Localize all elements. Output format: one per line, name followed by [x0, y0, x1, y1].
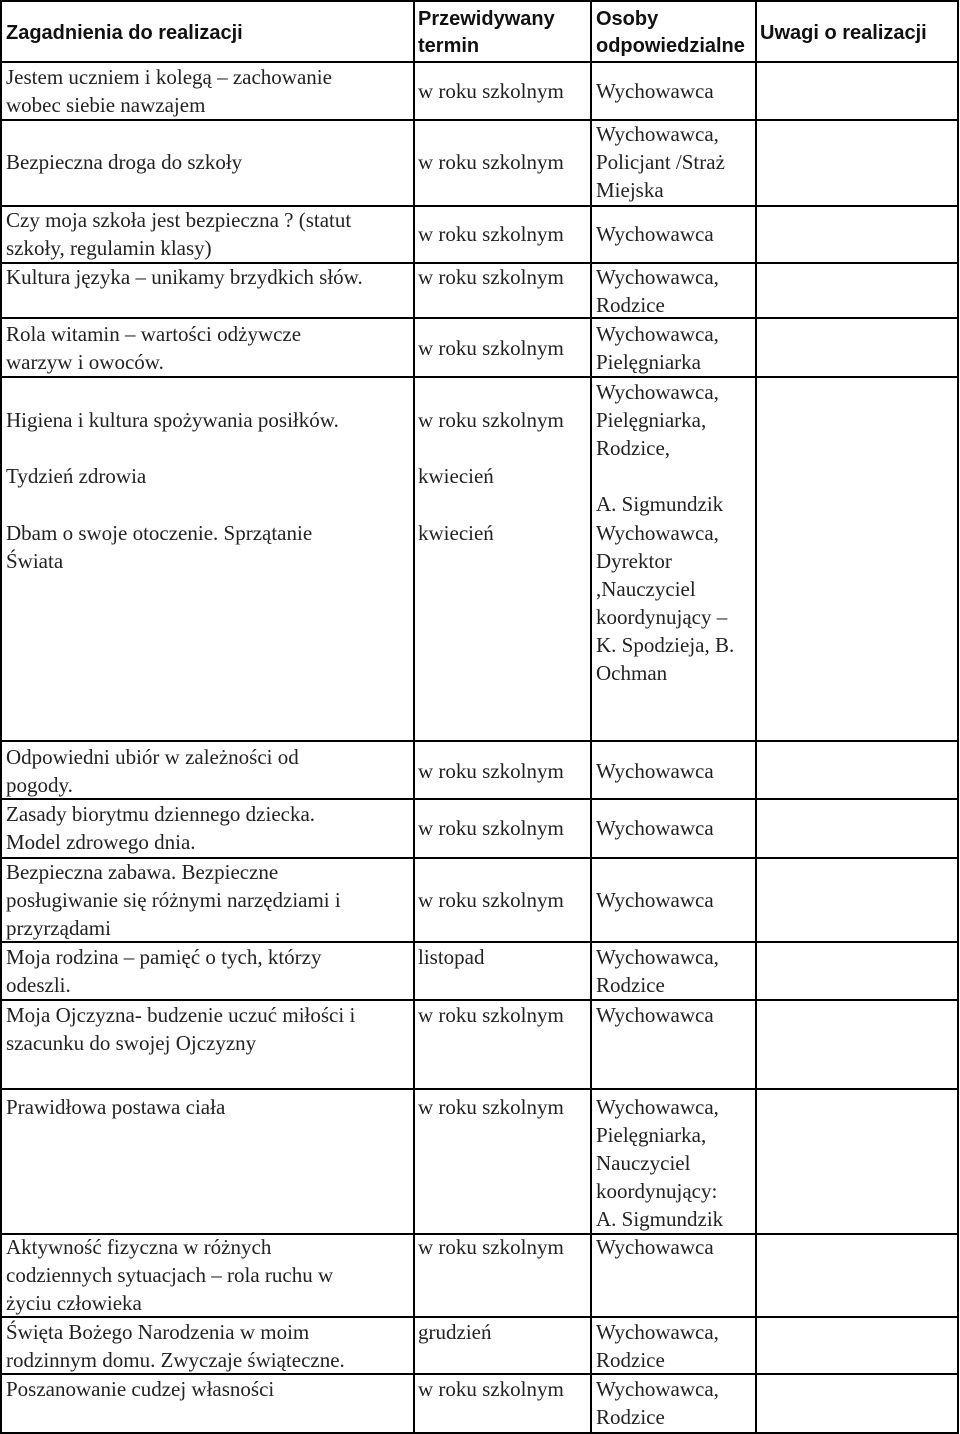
- row-persons: Wychowawca, Policjant /Straż Miejska: [596, 122, 725, 202]
- header-topic: Zagadnienia do realizacji: [6, 22, 243, 44]
- row-term: listopad: [418, 945, 485, 969]
- row-topic: Czy moja szkoła jest bezpieczna ? (statut szkoły, regulamin klasy): [6, 208, 352, 260]
- row-persons: Wychowawca, Rodzice: [596, 1320, 719, 1372]
- row-term: w roku szkolnym: [418, 265, 564, 289]
- row-topic: Tydzień zdrowia: [6, 464, 147, 488]
- row-term: w roku szkolnym: [418, 150, 564, 174]
- header-term: Przewidywany termin: [418, 8, 555, 57]
- row-term: w roku szkolnym: [418, 888, 564, 912]
- row-topic: Bezpieczna zabawa. Bezpieczne posługiwanie się różnymi narzędziami i przyrządami: [6, 860, 341, 940]
- row-persons: Wychowawca, Pielęgniarka, Rodzice,: [596, 380, 719, 460]
- row-topic: Święta Bożego Narodzenia w moim rodzinnym domu. Zwyczaje świąteczne.: [6, 1320, 345, 1372]
- row-topic: Prawidłowa postawa ciała: [6, 1095, 226, 1119]
- row-persons: Wychowawca: [596, 816, 714, 840]
- row-topic: Moja Ojczyzna- budzenie uczuć miłości i szacunku do swojej Ojczyzny: [6, 1003, 356, 1055]
- row-term: w roku szkolnym: [418, 222, 564, 246]
- row-topic: Higiena i kultura spożywania posiłków.: [6, 408, 339, 432]
- row-persons: Wychowawca, Dyrektor ,Nauczyciel koordynujący – K. Spodzieja, B. Ochman: [596, 521, 735, 685]
- row-topic: Rola witamin – wartości odżywcze warzyw i owoców.: [6, 322, 302, 374]
- row-term: w roku szkolnym: [418, 1235, 564, 1259]
- row-persons: Wychowawca, Rodzice: [596, 1377, 719, 1429]
- row-persons: Wychowawca: [596, 1003, 714, 1027]
- row-term: w roku szkolnym: [418, 1003, 564, 1027]
- row-term: w roku szkolnym: [418, 1377, 564, 1401]
- row-topic: Aktywność fizyczna w różnych codziennych sytuacjach – rola ruchu w życiu człowieka: [6, 1235, 334, 1315]
- row-persons: Wychowawca, Pielęgniarka: [596, 322, 719, 374]
- row-topic: Moja rodzina – pamięć o tych, którzy odeszli.: [6, 945, 322, 997]
- row-term: w roku szkolnym: [418, 336, 564, 360]
- header-persons: Osoby odpowiedzialne: [596, 8, 745, 57]
- row-topic: Bezpieczna droga do szkoły: [6, 150, 243, 174]
- row-term: kwiecień: [418, 521, 494, 545]
- row-persons: Wychowawca, Rodzice: [596, 265, 719, 317]
- row-topic: Odpowiedni ubiór w zależności od pogody.: [6, 745, 299, 797]
- row-term: w roku szkolnym: [418, 408, 564, 432]
- header-notes: Uwagi o realizacji: [760, 22, 927, 44]
- row-topic: Jestem uczniem i kolegą – zachowanie wobec siebie nawzajem: [6, 65, 332, 117]
- row-persons: Wychowawca: [596, 759, 714, 783]
- row-term: w roku szkolnym: [418, 79, 564, 103]
- row-topic: Zasady biorytmu dziennego dziecka. Model zdrowego dnia.: [6, 802, 316, 854]
- row-term: kwiecień: [418, 464, 494, 488]
- row-term: w roku szkolnym: [418, 759, 564, 783]
- row-persons: Wychowawca, Pielęgniarka, Nauczyciel koordynujący: A. Sigmundzik: [596, 1095, 724, 1231]
- row-term: w roku szkolnym: [418, 816, 564, 840]
- row-persons: Wychowawca, Rodzice: [596, 945, 719, 997]
- row-topic: Dbam o swoje otoczenie. Sprzątanie Świata: [6, 521, 313, 573]
- row-persons: A. Sigmundzik: [596, 492, 724, 516]
- row-term: grudzień: [418, 1320, 492, 1344]
- row-persons: Wychowawca: [596, 222, 714, 246]
- row-persons: Wychowawca: [596, 79, 714, 103]
- row-persons: Wychowawca: [596, 1235, 714, 1259]
- row-persons: Wychowawca: [596, 888, 714, 912]
- row-term: w roku szkolnym: [418, 1095, 564, 1119]
- row-topic: Poszanowanie cudzej własności: [6, 1377, 275, 1401]
- row-topic: Kultura języka – unikamy brzydkich słów.: [6, 265, 363, 289]
